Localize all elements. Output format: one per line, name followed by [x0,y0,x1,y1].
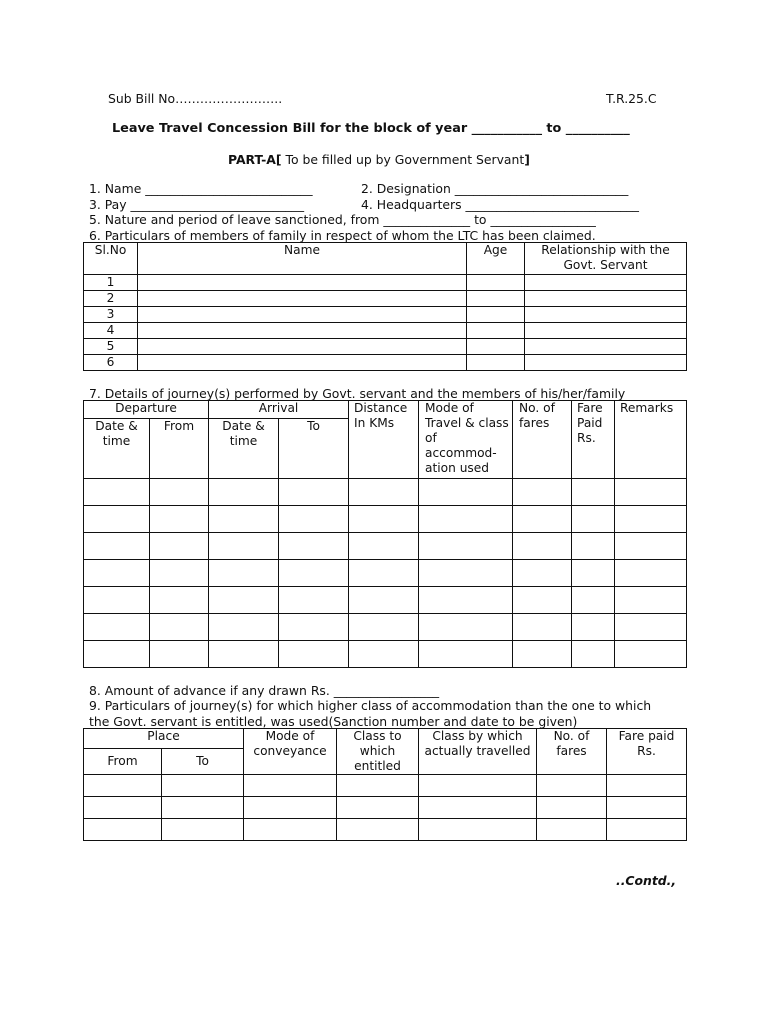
cell[interactable] [572,614,615,641]
cell[interactable] [279,614,349,641]
cell[interactable] [607,775,687,797]
name-cell[interactable] [138,355,467,371]
form-title: Leave Travel Concession Bill for the block of year ___________ to __________ [112,121,630,136]
name-header: Name [138,243,467,275]
cell[interactable] [337,797,419,819]
table-row [84,533,687,560]
cell[interactable] [513,587,572,614]
cell[interactable] [150,479,209,506]
cell[interactable] [537,775,607,797]
cell[interactable] [279,641,349,668]
class-actual-header: Class by which actually travelled [419,729,537,775]
name-cell[interactable] [138,291,467,307]
departure-date-header: Date & time [84,419,150,479]
from-header: From [84,749,162,775]
part-text: To be filled up by Government Servant [281,152,525,167]
cell[interactable] [419,641,513,668]
cell[interactable] [419,506,513,533]
cell[interactable] [209,506,279,533]
age-cell[interactable] [467,323,525,339]
place-header: Place [84,729,244,749]
table-row [84,339,687,355]
relationship-cell[interactable] [525,323,687,339]
table-row [84,275,687,291]
cell[interactable] [615,533,687,560]
name-field[interactable]: 1. Name ___________________________ [89,181,313,196]
cell[interactable] [349,560,419,587]
cell[interactable] [84,560,150,587]
cell[interactable] [572,506,615,533]
relationship-cell[interactable] [525,355,687,371]
cell[interactable] [572,533,615,560]
departure-from-header: From [150,419,209,479]
cell[interactable] [419,614,513,641]
cell[interactable] [337,819,419,841]
distance-header: Distance In KMs [349,401,419,479]
journey-header-row [84,401,687,419]
table-row [84,355,687,371]
relationship-cell[interactable] [525,307,687,323]
cell[interactable] [349,614,419,641]
cell[interactable] [84,775,162,797]
cell[interactable] [615,506,687,533]
cell[interactable] [279,506,349,533]
arrival-date-header: Date & time [209,419,279,479]
cell[interactable] [349,587,419,614]
relationship-cell[interactable] [525,275,687,291]
cell[interactable] [279,560,349,587]
name-cell[interactable] [138,275,467,291]
age-cell[interactable] [467,339,525,355]
table-row [84,323,687,339]
cell[interactable] [150,560,209,587]
cell[interactable] [513,614,572,641]
row-number: 3 [84,307,138,323]
relationship-cell[interactable] [525,291,687,307]
cell[interactable] [349,533,419,560]
cell[interactable] [513,560,572,587]
sub-bill-number: Sub Bill No…………………….. [108,91,283,106]
to-header: To [162,749,244,775]
cell[interactable] [150,506,209,533]
age-cell[interactable] [467,307,525,323]
cell[interactable] [279,533,349,560]
family-header-row [84,243,687,275]
table-row [84,479,687,506]
cell[interactable] [615,479,687,506]
cell[interactable] [419,797,537,819]
cell[interactable] [572,479,615,506]
relationship-header: Relationship with the Govt. Servant [525,243,687,275]
cell[interactable] [572,560,615,587]
cell[interactable] [279,479,349,506]
table-row [84,819,687,841]
cell[interactable] [150,641,209,668]
part-close: ] [524,152,530,167]
cell[interactable] [84,587,150,614]
cell[interactable] [419,587,513,614]
cell[interactable] [209,560,279,587]
higher-class-table [83,728,687,841]
cell[interactable] [84,479,150,506]
higher-class-caption-line1: 9. Particulars of journey(s) for which higher class of accommodation than the one to which [89,698,652,713]
departure-header: Departure [84,401,209,419]
cell[interactable] [349,506,419,533]
cell[interactable] [84,506,150,533]
slno-header: Sl.No [84,243,138,275]
family-caption: 6. Particulars of members of family in respect of whom the LTC has been claimed. [89,228,596,243]
name-cell[interactable] [138,323,467,339]
part-heading [228,152,530,167]
cell[interactable] [279,587,349,614]
arrival-header: Arrival [209,401,349,419]
cell[interactable] [615,641,687,668]
continued-label: ..Contd., [616,873,677,888]
age-cell[interactable] [467,275,525,291]
higher-class-caption-line2: the Govt. servant is entitled, was used(Sanction number and date to be given) [89,714,578,729]
name-cell[interactable] [138,339,467,355]
cell[interactable] [615,587,687,614]
cell[interactable] [84,641,150,668]
cell[interactable] [572,641,615,668]
cell[interactable] [607,819,687,841]
relationship-cell[interactable] [525,339,687,355]
cell[interactable] [162,819,244,841]
family-table [83,242,687,371]
mode-header: Mode of Travel & class of accommod-ation used [419,401,513,479]
cell[interactable] [607,797,687,819]
cell[interactable] [244,819,337,841]
cell[interactable] [209,614,279,641]
part-label: PART-A[ [228,152,282,167]
table-row [84,775,687,797]
age-cell[interactable] [467,291,525,307]
row-number: 5 [84,339,138,355]
cell[interactable] [349,641,419,668]
cell[interactable] [513,533,572,560]
cell[interactable] [244,775,337,797]
fares-header: No. of fares [537,729,607,775]
cell[interactable] [84,533,150,560]
age-header: Age [467,243,525,275]
cell[interactable] [419,533,513,560]
table-row [84,614,687,641]
advance-field[interactable]: 8. Amount of advance if any drawn Rs. _________________ [89,683,440,698]
row-number: 2 [84,291,138,307]
cell[interactable] [537,819,607,841]
form-code: T.R.25.C [606,91,657,106]
table-row [84,307,687,323]
table-row [84,641,687,668]
journey-caption: 7. Details of journey(s) performed by Govt. servant and the members of his/her/family [89,386,626,401]
cell[interactable] [513,506,572,533]
cell[interactable] [419,560,513,587]
cell[interactable] [615,614,687,641]
table-row [84,587,687,614]
journey-table [83,400,687,668]
cell[interactable] [244,797,337,819]
cell[interactable] [209,587,279,614]
fare-paid-header: Fare paid Rs. [607,729,687,775]
table-row [84,560,687,587]
cell[interactable] [513,479,572,506]
class-entitled-header: Class to which entitled [337,729,419,775]
cell[interactable] [513,641,572,668]
designation-field[interactable]: 2. Designation ____________________________ [361,181,629,196]
higher-header-row [84,729,687,749]
cell[interactable] [419,775,537,797]
remarks-header: Remarks [615,401,687,479]
cell[interactable] [150,533,209,560]
arrival-to-header: To [279,419,349,479]
cell[interactable] [209,533,279,560]
row-number: 6 [84,355,138,371]
age-cell[interactable] [467,355,525,371]
cell[interactable] [337,775,419,797]
headquarters-field[interactable]: 4. Headquarters ____________________________ [361,197,640,212]
cell[interactable] [84,614,150,641]
row-number: 4 [84,323,138,339]
cell[interactable] [209,641,279,668]
cell[interactable] [84,819,162,841]
cell[interactable] [150,587,209,614]
cell[interactable] [162,775,244,797]
mode-conveyance-header: Mode of conveyance [244,729,337,775]
cell[interactable] [419,479,513,506]
name-cell[interactable] [138,307,467,323]
cell[interactable] [572,587,615,614]
cell[interactable] [162,797,244,819]
table-row [84,291,687,307]
fare-paid-header: Fare Paid Rs. [572,401,615,479]
leave-period-field[interactable]: 5. Nature and period of leave sanctioned, from ______________ to _________________ [89,212,596,227]
cell[interactable] [209,479,279,506]
table-row [84,797,687,819]
cell[interactable] [537,797,607,819]
table-row [84,506,687,533]
cell[interactable] [84,797,162,819]
cell[interactable] [615,560,687,587]
fares-header: No. of fares [513,401,572,479]
cell[interactable] [349,479,419,506]
cell[interactable] [419,819,537,841]
row-number: 1 [84,275,138,291]
pay-field[interactable]: 3. Pay ____________________________ [89,197,305,212]
cell[interactable] [150,614,209,641]
